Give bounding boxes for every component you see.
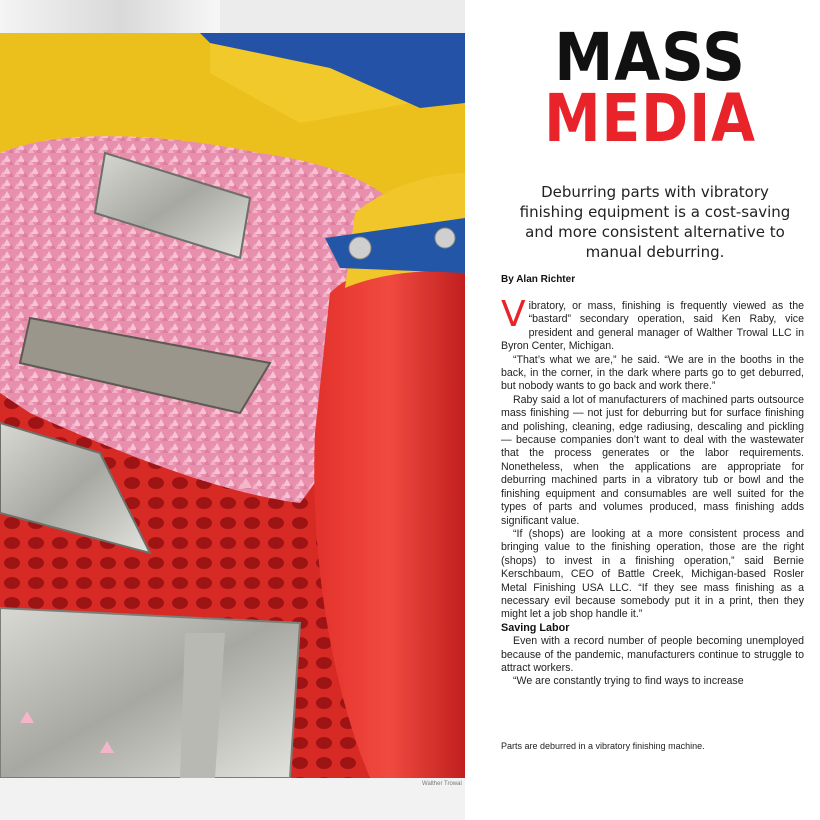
headline-line2: MEDIA bbox=[544, 80, 756, 157]
paragraph-3: Raby said a lot of manufacturers of machined parts outsource mass finishing — not just for deburring but for surface finishing and polishing, cleaning, edge radiusing, descaling and pickling — because companies don’t want to deal with the wastewater that the process generates or the labor requirements. Nonetheless, when the applications are appropriate for deburring machined parts in a vibratory tub or bowl and the finishing equipment and consumables are well suited for the types of parts and volumes produced, mass finishing adds significant value. bbox=[501, 393, 804, 527]
byline: By Alan Richter bbox=[501, 274, 576, 285]
headline bbox=[500, 19, 800, 157]
photo-caption: Parts are deburred in a vibratory finishing machine. bbox=[501, 741, 705, 751]
paragraph-2: “That’s what we are,” he said. “We are in the booths in the back, in the corner, in the dark where parts go to get deburred, but nobody wants to go back and work there.” bbox=[501, 353, 804, 393]
article-photo bbox=[0, 33, 465, 778]
paragraph-5: Even with a record number of people becoming unemployed because of the pandemic, manufacturers continue to struggle to attract workers. bbox=[501, 635, 804, 674]
headline-line1: MASS bbox=[554, 19, 746, 96]
vibratory-machine-photo bbox=[0, 33, 465, 778]
paragraph-4: “If (shops) are looking at a more consistent process and bringing value to the finishing operation, those are the right (shops) to invest in a finishing operation,” said Bernie Kerschbaum, CEO of Battle Creek, Michigan-based Rosler Metal Finishing USA LLC. “If they see mass finishing as a necessary evil because somebody put it in a print, then they might let a job shop handle it.” bbox=[501, 527, 804, 621]
article-deck: Deburring parts with vibratory finishing equipment is a cost-saving and more consistent alternative to manual deburring. bbox=[519, 183, 791, 261]
paragraph-1 bbox=[501, 294, 804, 354]
article-body bbox=[501, 294, 804, 689]
paragraph-1-text: ibratory, or mass, finishing is frequently viewed as the “bastard” secondary operation, said Ken Raby, vice president and general manager of Walther Trowal LLC in Byron Center, Michigan. bbox=[501, 300, 804, 353]
left-page-margin bbox=[0, 778, 465, 820]
subhead-saving-labor: Saving Labor bbox=[501, 621, 570, 634]
paragraph-6: “We are constantly trying to find ways to increase bbox=[513, 675, 744, 688]
photo-credit: Walther Trowal bbox=[422, 781, 462, 787]
drop-cap: V bbox=[501, 294, 526, 335]
